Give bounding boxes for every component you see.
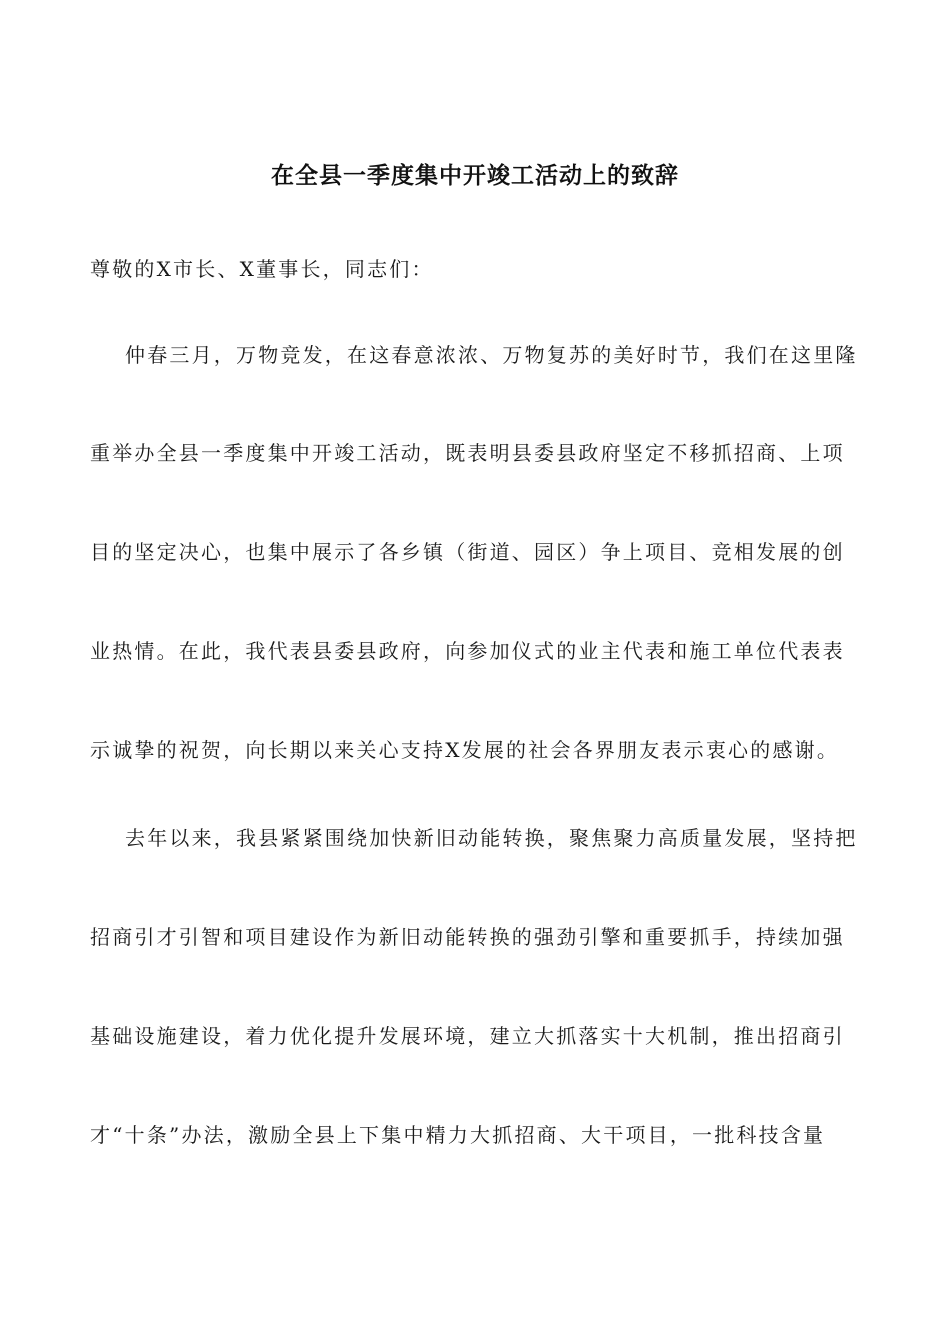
paragraph2-line: 去年以来，我县紧紧围绕加快新旧动能转换，聚焦聚力高质量发展，坚持把 [125, 826, 858, 850]
paragraph1-line: 仲春三月，万物竞发，在这春意浓浓、万物复苏的美好时节，我们在这里隆 [125, 343, 858, 367]
paragraph1-line: 重举办全县一季度集中开竣工活动，既表明县委县政府坚定不移抓招商、上项 [90, 441, 845, 465]
paragraph2-line: 招商引才引智和项目建设作为新旧动能转换的强劲引擎和重要抓手，持续加强 [90, 925, 845, 949]
paragraph2-line: 才“十条”办法，激励全县上下集中精力大抓招商、大干项目，一批科技含量 [90, 1123, 826, 1147]
paragraph1-line: 业热情。在此，我代表县委县政府，向参加仪式的业主代表和施工单位代表表 [90, 639, 845, 663]
paragraph2-line: 基础设施建设，着力优化提升发展环境，建立大抓落实十大机制，推出招商引 [90, 1024, 845, 1048]
salutation: 尊敬的X市长、X董事长，同志们： [90, 257, 434, 281]
document-title: 在全县一季度集中开竣工活动上的致辞 [271, 163, 679, 189]
paragraph1-line: 目的坚定决心，也集中展示了各乡镇（街道、园区）争上项目、竞相发展的创 [90, 540, 845, 564]
paragraph1-line: 示诚挚的祝贺，向长期以来关心支持X发展的社会各界朋友表示衷心的感谢。 [90, 738, 840, 762]
